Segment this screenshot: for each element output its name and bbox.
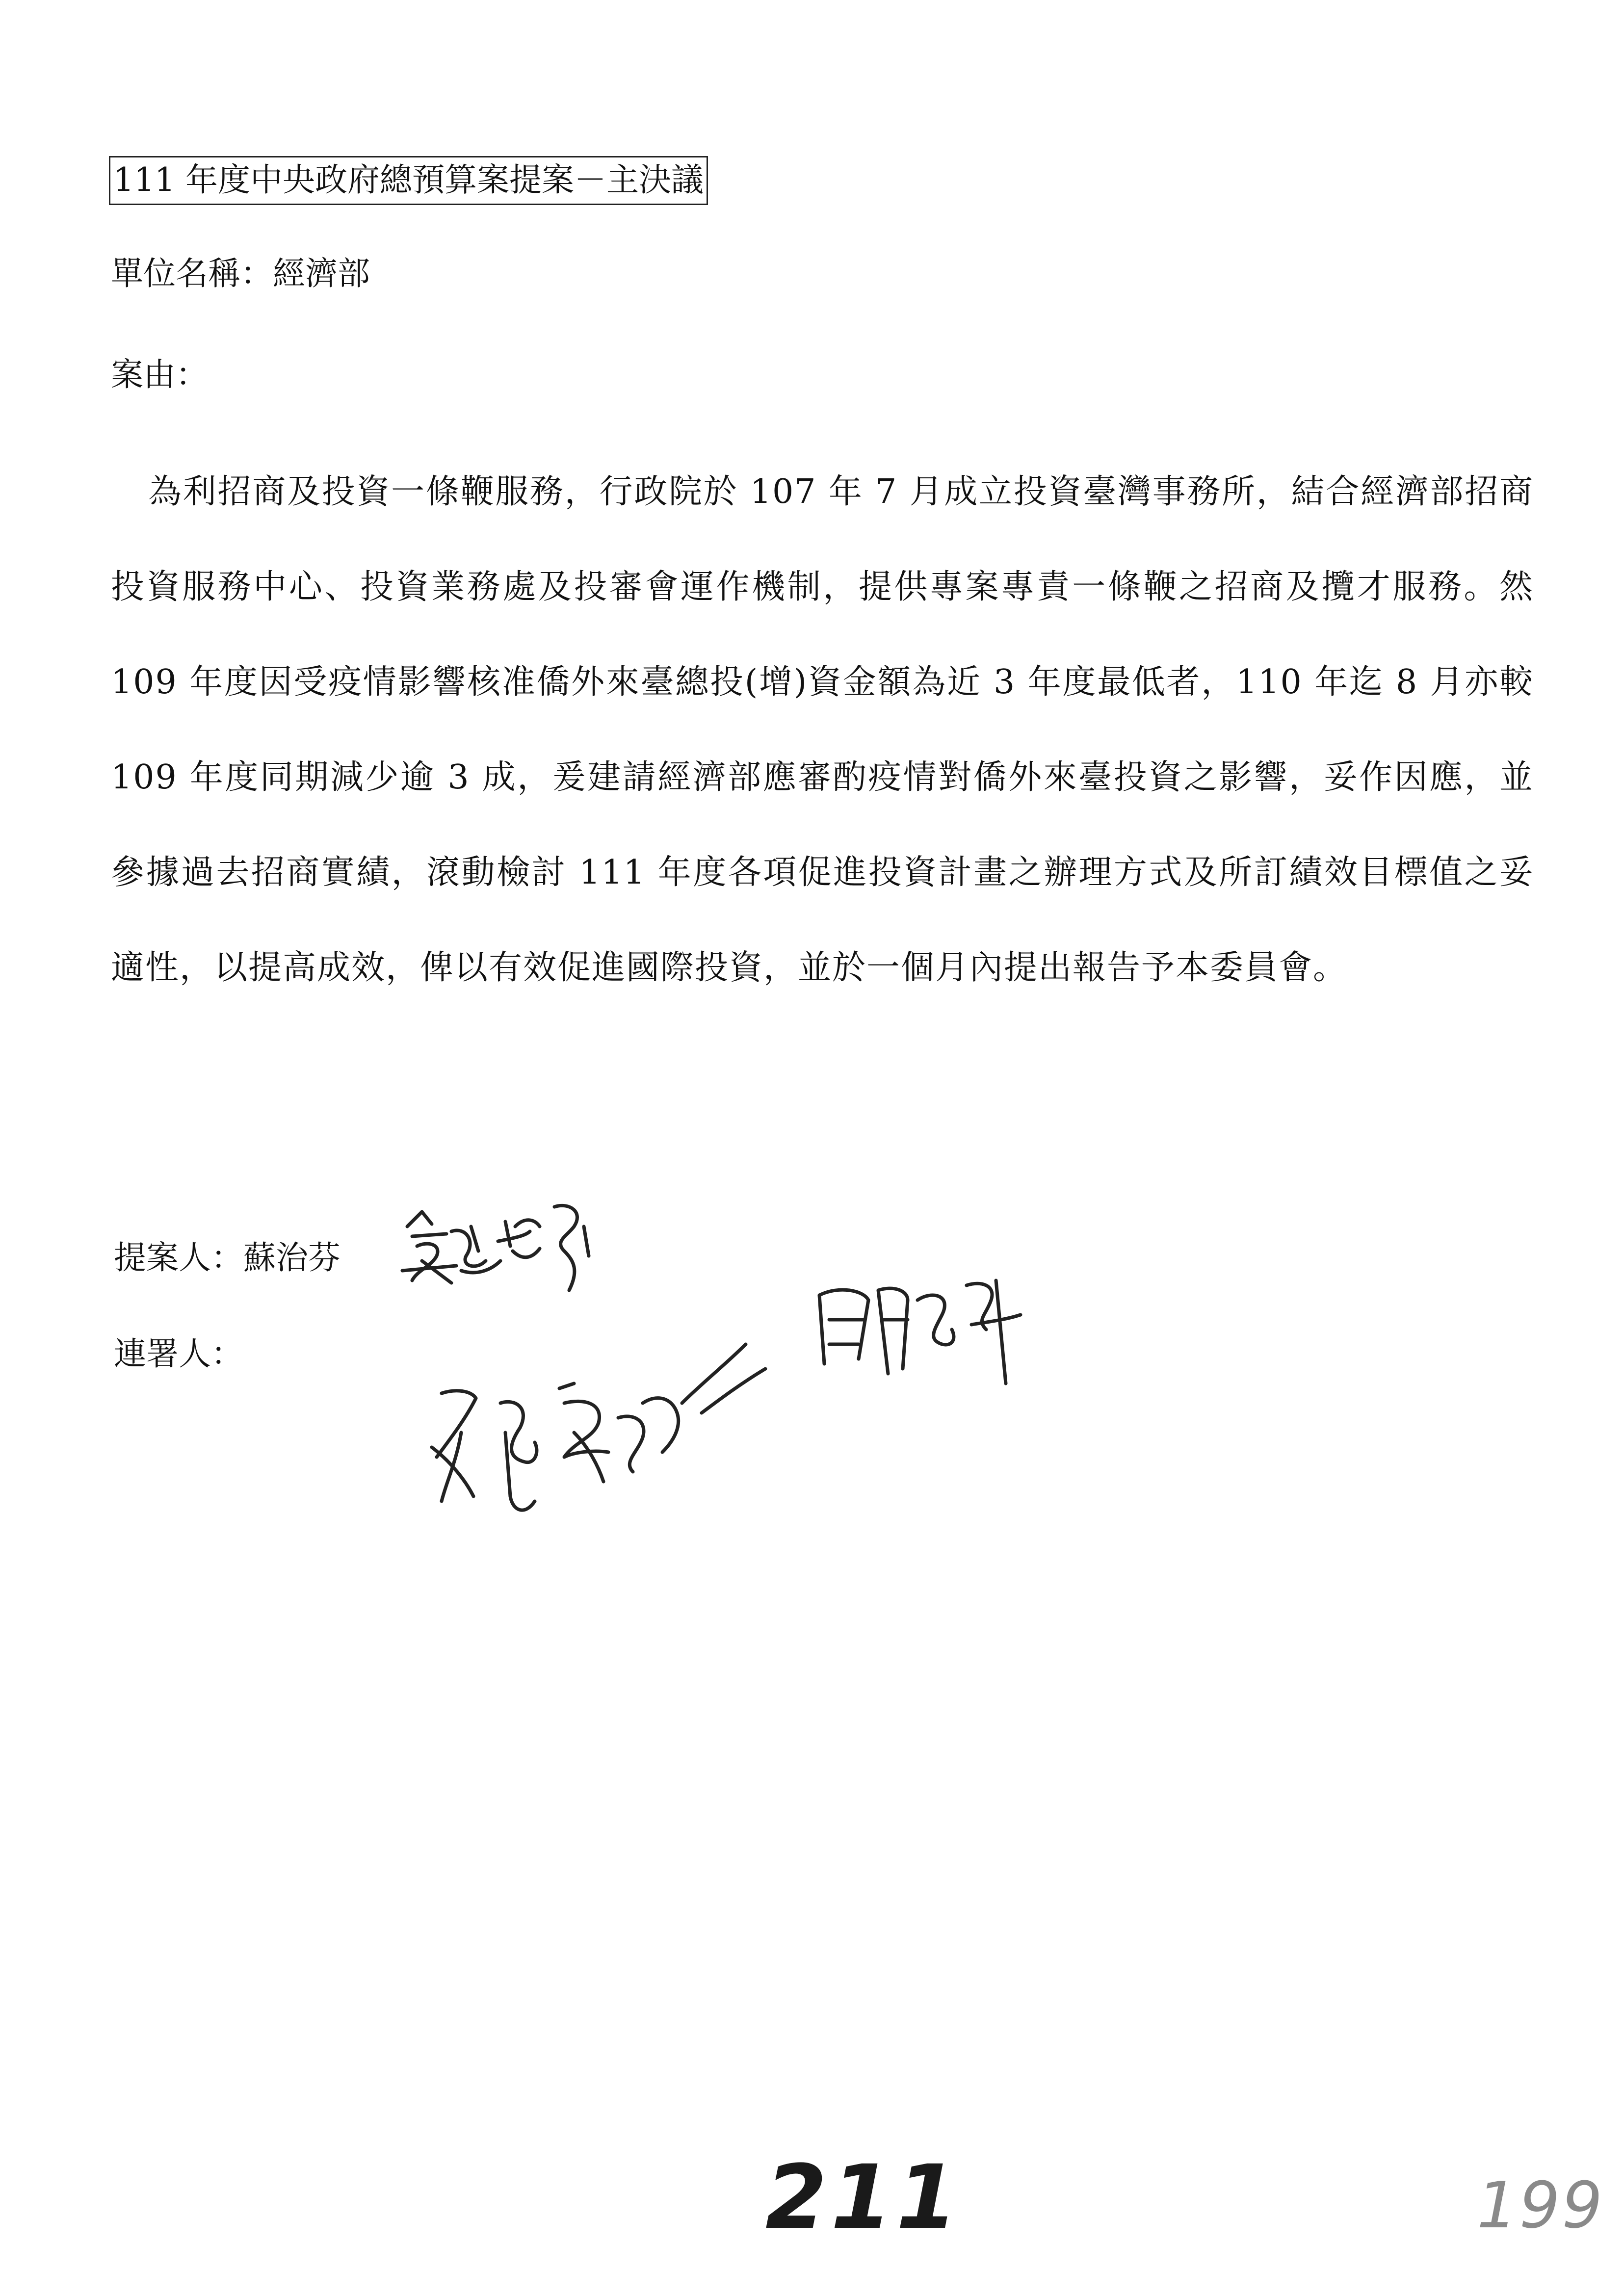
cosigner-signature-1 [427, 1334, 780, 1526]
proposer-line: 提案人：蘇治芬 [114, 1239, 341, 1277]
proposer-signature [393, 1197, 608, 1310]
cause-paragraph: 為利招商及投資一條鞭服務，行政院於 107 年 7 月成立投資臺灣事務所，結合經濟部招商投資服務中心、投資業務處及投審會運作機制，提供專案專責一條鞭之招商及攬才服務。然 109 年度因受疫情影響核准僑外來臺總投(增)資金額為近 3 年度最低者，110 年迄 8 月亦較 109 年度同期減少逾 3 成，爰建請經濟部應審酌疫情對僑外來臺投資之影響，妥作因應，並參據過去招商實績，滾動檢討 111 年度各項促進投資計畫之辦理方式及所訂績效目標值之妥適性，以提高成效，俾以有效促進國際投資，並於一個月內提出報告予本委員會。 [111, 472, 1534, 987]
unit-name-line: 單位名稱：經濟部 [111, 255, 370, 292]
cosigner-label: 連署人： [114, 1335, 243, 1373]
small-page-number: 199 [1477, 2168, 1605, 2243]
cosigner-signature-2 [810, 1266, 1035, 1403]
cause-label: 案由： [111, 356, 208, 393]
document-title: 111 年度中央政府總預算案提案－主決議 [109, 156, 708, 205]
handwritten-page-number: 211 [765, 2146, 962, 2249]
